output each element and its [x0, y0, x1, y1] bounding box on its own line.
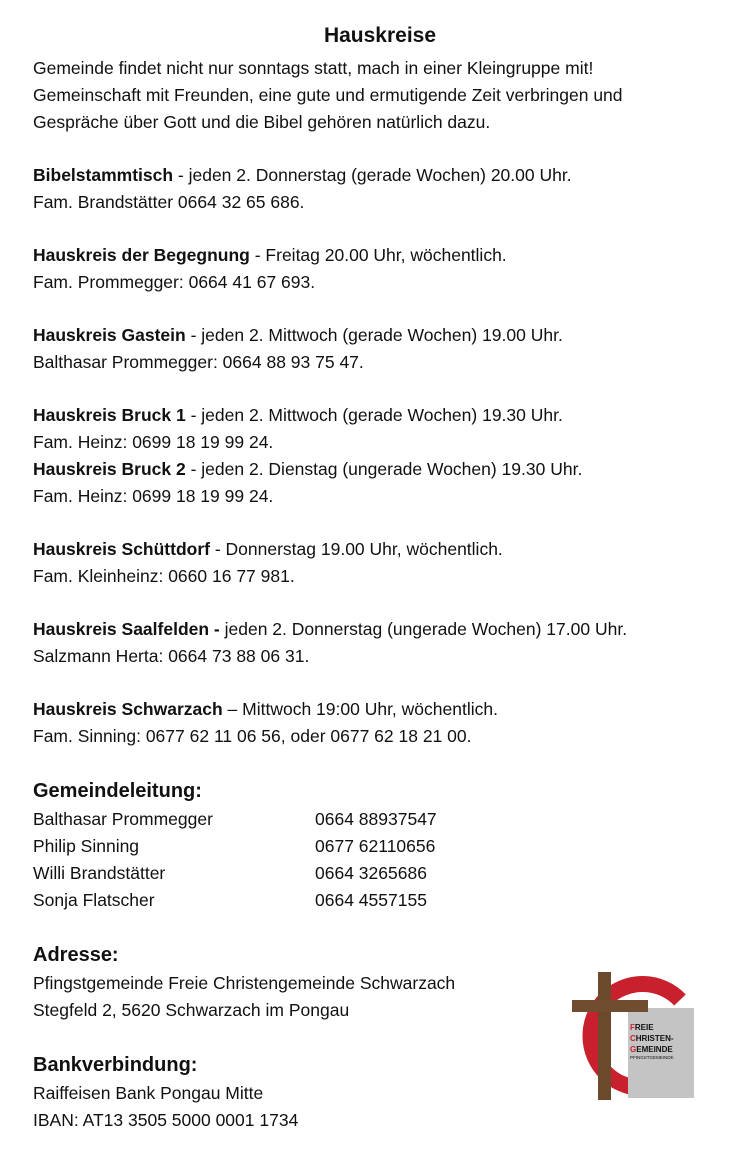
group-entry — [33, 616, 733, 670]
group-schedule: jeden 2. Donnerstag (ungerade Wochen) 17.00 Uhr. — [219, 619, 628, 639]
group-entry — [33, 402, 733, 456]
group-contact: Fam. Sinning: 0677 62 11 06 56, oder 0677 62 18 21 00. — [33, 726, 472, 746]
leader-row — [33, 833, 733, 860]
group-schedule: - Freitag 20.00 Uhr, wöchentlich. — [249, 245, 507, 265]
group-name: Hauskreis der Begegnung — [33, 245, 250, 265]
leader-phone: 0664 3265686 — [315, 863, 427, 883]
church-logo — [570, 972, 696, 1100]
svg-text:PFINGSTGEMEINDE: PFINGSTGEMEINDE — [630, 1055, 674, 1060]
address-line: Stegfeld 2, 5620 Schwarzach im Pongau — [33, 1000, 350, 1020]
group-name: Bibelstammtisch — [33, 165, 174, 185]
leader-row — [33, 860, 733, 887]
group-entry — [33, 456, 733, 510]
group-schedule: – Mittwoch 19:00 Uhr, wöchentlich. — [222, 699, 498, 719]
intro-line: Gespräche über Gott und die Bibel gehören natürlich dazu. — [33, 112, 491, 132]
bank-line: Raiffeisen Bank Pongau Mitte — [33, 1083, 264, 1103]
leader-phone: 0677 62110656 — [315, 836, 436, 856]
group-contact: Fam. Kleinheinz: 0660 16 77 981. — [33, 566, 295, 586]
intro-line: Gemeinde findet nicht nur sonntags statt, mach in einer Kleingruppe mit! — [33, 58, 594, 78]
group-name: Hauskreis Saalfelden - — [33, 619, 220, 639]
group-contact: Fam. Prommegger: 0664 41 67 693. — [33, 272, 316, 292]
group-contact: Salzmann Herta: 0664 73 88 06 31. — [33, 646, 310, 666]
address-heading: Adresse: — [33, 944, 119, 966]
group-name: Hauskreis Schwarzach — [33, 699, 223, 719]
group-entry — [33, 536, 733, 590]
group-schedule: - Donnerstag 19.00 Uhr, wöchentlich. — [209, 539, 503, 559]
bank-heading: Bankverbindung: — [33, 1054, 198, 1076]
group-contact: Fam. Heinz: 0699 18 19 99 24. — [33, 432, 274, 452]
group-entry — [33, 162, 733, 216]
group-schedule: - jeden 2. Mittwoch (gerade Wochen) 19.30 Uhr. — [185, 405, 563, 425]
leader-phone: 0664 88937547 — [315, 809, 437, 829]
group-contact: Balthasar Prommegger: 0664 88 93 75 47. — [33, 352, 364, 372]
group-name: Hauskreis Bruck 2 — [33, 459, 186, 479]
leader-name: Balthasar Prommegger — [33, 809, 213, 829]
svg-text:GEMEINDE: GEMEINDE — [630, 1045, 673, 1054]
group-name: Hauskreis Gastein — [33, 325, 186, 345]
group-contact: Fam. Heinz: 0699 18 19 99 24. — [33, 486, 274, 506]
svg-text:FREIE: FREIE — [630, 1023, 654, 1032]
leadership-heading: Gemeindeleitung: — [33, 780, 202, 802]
leader-row — [33, 806, 733, 833]
leader-name: Philip Sinning — [33, 836, 140, 856]
group-entry — [33, 322, 733, 376]
group-contact: Fam. Brandstätter 0664 32 65 686. — [33, 192, 305, 212]
group-entry — [33, 696, 733, 750]
group-schedule: - jeden 2. Dienstag (ungerade Wochen) 19.30 Uhr. — [185, 459, 583, 479]
address-line: Pfingstgemeinde Freie Christengemeinde Schwarzach — [33, 973, 456, 993]
group-name: Hauskreis Schüttdorf — [33, 539, 210, 559]
leader-phone: 0664 4557155 — [315, 890, 427, 910]
page-title: Hauskreise — [323, 24, 437, 47]
bank-line: IBAN: AT13 3505 5000 0001 1734 — [33, 1110, 299, 1130]
leader-name: Willi Brandstätter — [33, 863, 166, 883]
group-schedule: - jeden 2. Mittwoch (gerade Wochen) 19.00 Uhr. — [185, 325, 563, 345]
leader-name: Sonja Flatscher — [33, 890, 155, 910]
svg-text:CHRISTEN-: CHRISTEN- — [630, 1034, 674, 1043]
intro-line: Gemeinschaft mit Freunden, eine gute und ermutigende Zeit verbringen und — [33, 85, 623, 105]
leader-row — [33, 887, 733, 914]
group-entry — [33, 242, 733, 296]
group-name: Hauskreis Bruck 1 — [33, 405, 186, 425]
group-schedule: - jeden 2. Donnerstag (gerade Wochen) 20.00 Uhr. — [173, 165, 572, 185]
